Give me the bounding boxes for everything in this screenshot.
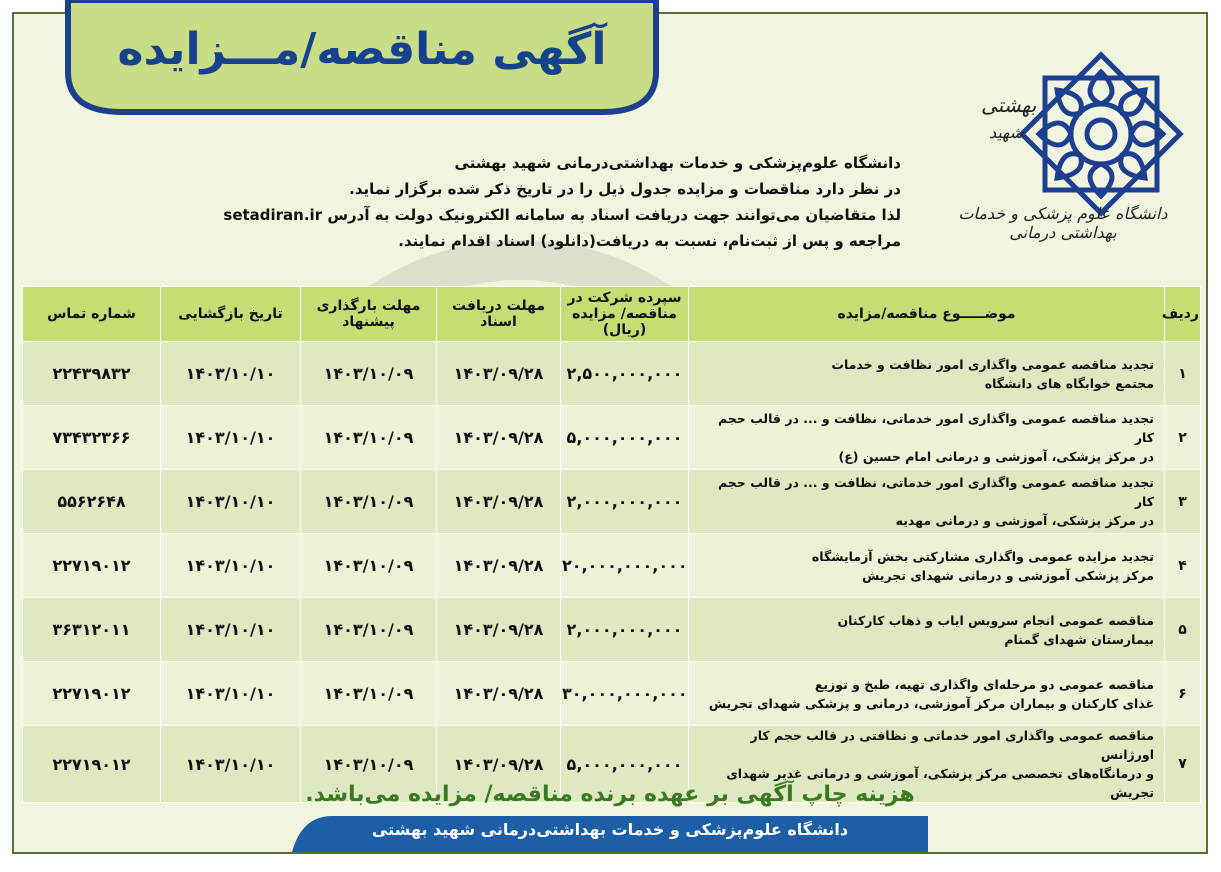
- row-number-cell: ۲: [1165, 406, 1201, 470]
- header-deposit: سپرده شرکت در مناقصه/ مزایده (ریال): [561, 287, 689, 342]
- header-phone: شماره تماس: [23, 287, 161, 342]
- subject-line-2: مجتمع خوابگاه های دانشگاه: [984, 375, 1154, 391]
- subject-cell: [689, 342, 1165, 406]
- page-title: آگهی مناقصه/مـــزایده: [117, 24, 607, 75]
- opening-date-cell: ۱۴۰۳/۱۰/۱۰: [161, 470, 301, 534]
- row-number-cell: ۱: [1165, 342, 1201, 406]
- footer-bar-text: دانشگاه علوم‌پزشکی و خدمات بهداشتی‌درمانی شهید بهشتی: [371, 820, 849, 839]
- table-row: [23, 342, 1201, 406]
- header-receive-deadline: مهلت دریافت اسناد: [437, 287, 561, 342]
- footer-note: هزینه چاپ آگهی بر عهده برنده مناقصه/ مزایده می‌باشد.: [305, 782, 915, 807]
- intro-line-1: دانشگاه علوم‌پزشکی و خدمات بهداشتی‌درمانی شهید بهشتی: [454, 154, 901, 172]
- submit-deadline-cell: ۱۴۰۳/۱۰/۰۹: [301, 534, 437, 598]
- table-row: [23, 534, 1201, 598]
- deposit-cell: ۵,۰۰۰,۰۰۰,۰۰۰: [561, 406, 689, 470]
- subject-cell: [689, 662, 1165, 726]
- subject-line-2: غذای کارکنان و بیماران مرکز آموزشی، درمانی و پزشکی شهدای تجریش: [708, 695, 1154, 711]
- table-header-row: [23, 287, 1201, 342]
- deposit-cell: ۳۰,۰۰۰,۰۰۰,۰۰۰: [561, 662, 689, 726]
- intro-paragraph: [223, 150, 901, 254]
- subject-cell: [689, 598, 1165, 662]
- deposit-cell: ۲,۰۰۰,۰۰۰,۰۰۰: [561, 598, 689, 662]
- deposit-cell: ۲,۵۰۰,۰۰۰,۰۰۰: [561, 342, 689, 406]
- subject-line-1: مناقصه عمومی واگذاری امور خدماتی و نظافتی در قالب حجم کار اورژانس: [750, 728, 1154, 762]
- subject-line-2: مرکز پزشکی آموزشی و درمانی شهدای تجریش: [862, 567, 1154, 583]
- phone-cell: ۳۶۳۱۲۰۱۱: [23, 598, 161, 662]
- phone-cell: ۲۲۷۱۹۰۱۲: [23, 534, 161, 598]
- subject-cell: [689, 406, 1165, 470]
- table-row: [23, 598, 1201, 662]
- phone-cell: ۷۳۴۳۲۳۶۶: [23, 406, 161, 470]
- subject-line-1: تجدید مناقصه عمومی واگذاری امور خدماتی، نظافت و ... در قالب حجم کار: [718, 411, 1154, 445]
- submit-deadline-cell: ۱۴۰۳/۱۰/۰۹: [301, 406, 437, 470]
- logo-text-shahid: شهید: [989, 123, 1024, 142]
- table-row: [23, 470, 1201, 534]
- header-row-number: ردیف: [1165, 287, 1201, 342]
- header-opening-date: تاریخ بازگشایی: [161, 287, 301, 342]
- subject-line-1: تجدید مناقصه عمومی واگذاری امور نظافت و خدمات: [831, 356, 1154, 372]
- row-number-cell: ۵: [1165, 598, 1201, 662]
- subject-line-2: در مرکز پزشکی، آموزشی و درمانی امام حسین (ع): [838, 449, 1154, 464]
- header-submit-deadline: مهلت بارگذاری پیشنهاد: [301, 287, 437, 342]
- tenders-table: [22, 286, 1201, 803]
- submit-deadline-cell: ۱۴۰۳/۱۰/۰۹: [301, 342, 437, 406]
- deposit-cell: ۵,۰۰۰,۰۰۰,۰۰۰: [561, 726, 689, 803]
- subject-line-2: در مرکز پزشکی، آموزشی و درمانی مهدیه: [895, 513, 1154, 528]
- submit-deadline-cell: ۱۴۰۳/۱۰/۰۹: [301, 662, 437, 726]
- receive-deadline-cell: ۱۴۰۳/۰۹/۲۸: [437, 470, 561, 534]
- phone-cell: ۵۵۶۲۶۴۸: [23, 470, 161, 534]
- opening-date-cell: ۱۴۰۳/۱۰/۱۰: [161, 342, 301, 406]
- table-row: [23, 662, 1201, 726]
- submit-deadline-cell: ۱۴۰۳/۱۰/۰۹: [301, 598, 437, 662]
- subject-line-1: مناقصه عمومی دو مرحله‌ای واگذاری تهیه، طبخ و توزیع: [814, 676, 1154, 692]
- receive-deadline-cell: ۱۴۰۳/۰۹/۲۸: [437, 406, 561, 470]
- subject-line-1: تجدید مناقصه عمومی واگذاری امور خدماتی، نظافت و ... در قالب حجم کار: [718, 475, 1154, 509]
- deposit-cell: ۲,۰۰۰,۰۰۰,۰۰۰: [561, 470, 689, 534]
- receive-deadline-cell: ۱۴۰۳/۰۹/۲۸: [437, 726, 561, 803]
- row-number-cell: ۳: [1165, 470, 1201, 534]
- row-number-cell: ۶: [1165, 662, 1201, 726]
- row-number-cell: ۴: [1165, 534, 1201, 598]
- row-number-cell: ۷: [1165, 726, 1201, 803]
- opening-date-cell: ۱۴۰۳/۱۰/۱۰: [161, 726, 301, 803]
- intro-line-3: لذا متقاضیان می‌توانند جهت دریافت اسناد به سامانه الکترونیک دولت به آدرس setadiran.ir: [223, 206, 901, 224]
- opening-date-cell: ۱۴۰۳/۱۰/۱۰: [161, 406, 301, 470]
- receive-deadline-cell: ۱۴۰۳/۰۹/۲۸: [437, 662, 561, 726]
- opening-date-cell: ۱۴۰۳/۱۰/۱۰: [161, 598, 301, 662]
- receive-deadline-cell: ۱۴۰۳/۰۹/۲۸: [437, 342, 561, 406]
- subject-line-1: تجدید مزایده عمومی واگذاری مشارکتی بخش آزمایشگاه: [811, 548, 1154, 564]
- deposit-cell: ۲۰,۰۰۰,۰۰۰,۰۰۰: [561, 534, 689, 598]
- intro-line-4: مراجعه و پس از ثبت‌نام، نسبت به دریافت(دانلود) اسناد اقدام نمایند.: [398, 232, 901, 250]
- phone-cell: ۲۲۴۳۹۸۳۲: [23, 342, 161, 406]
- subject-line-2: و درمانگاه‌های تخصصی مرکز پزشکی، آموزشی و درمانی غدیر شهدای تجریش: [726, 766, 1154, 800]
- table-body: [23, 342, 1201, 803]
- table-row: [23, 406, 1201, 470]
- subject-line-1: مناقصه عمومی انجام سرویس ایاب و ذهاب کارکنان: [837, 612, 1154, 628]
- submit-deadline-cell: ۱۴۰۳/۱۰/۰۹: [301, 470, 437, 534]
- receive-deadline-cell: ۱۴۰۳/۰۹/۲۸: [437, 534, 561, 598]
- subject-cell: [689, 534, 1165, 598]
- receive-deadline-cell: ۱۴۰۳/۰۹/۲۸: [437, 598, 561, 662]
- intro-line-2: در نظر دارد مناقصات و مزایده جدول ذیل را در تاریخ ذکر شده برگزار نماید.: [349, 180, 901, 198]
- phone-cell: ۲۲۷۱۹۰۱۲: [23, 662, 161, 726]
- logo-text-beheshti: بهشتی: [981, 93, 1037, 117]
- phone-cell: ۲۲۷۱۹۰۱۲: [23, 726, 161, 803]
- submit-deadline-cell: ۱۴۰۳/۱۰/۰۹: [301, 726, 437, 803]
- opening-date-cell: ۱۴۰۳/۱۰/۱۰: [161, 662, 301, 726]
- logo-caption: دانشگاه علوم پزشکی و خدمات بهداشتی درمانی: [958, 204, 1168, 242]
- subject-line-2: بیمارستان شهدای گمنام: [1004, 631, 1154, 647]
- opening-date-cell: ۱۴۰۳/۱۰/۱۰: [161, 534, 301, 598]
- header-subject: موضـــــوع مناقصه/مزایده: [689, 287, 1165, 342]
- subject-cell: [689, 470, 1165, 534]
